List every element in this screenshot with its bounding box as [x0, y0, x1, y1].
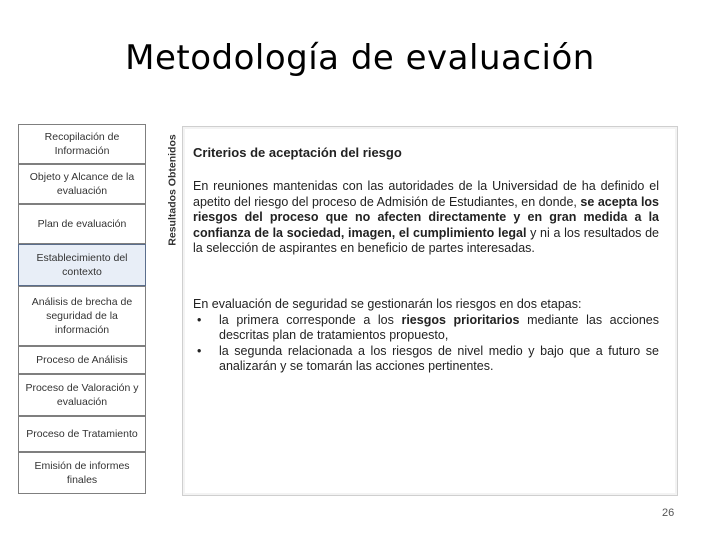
slide-title: Metodología de evaluación: [125, 38, 595, 78]
b1-text-a: la primera corresponde a los: [219, 312, 402, 327]
step-recopilacion[interactable]: Recopilación de Información: [18, 124, 146, 164]
panel-title: Criterios de aceptación del riesgo: [193, 145, 402, 160]
step-tratamiento[interactable]: Proceso de Tratamiento: [18, 416, 146, 452]
side-label: [165, 124, 181, 256]
bullet-icon: •: [197, 312, 202, 327]
p1-text-a: En reuniones mantenidas con las autoridades de la Universidad de ha definido el apetito del riesgo del proceso de Admisión de Estudiantes, en donde,: [193, 179, 659, 209]
step-valoracion[interactable]: Proceso de Valoración y evaluación: [18, 374, 146, 416]
b2-text: la segunda relacionada a los riesgos de nivel medio y bajo que a futuro se analizarán y se tomarán las acciones pertinentes.: [219, 343, 659, 373]
step-plan[interactable]: Plan de evaluación: [18, 204, 146, 244]
b1-text-bold: riesgos prioritarios: [401, 312, 520, 327]
bullet-item-1: [193, 313, 659, 344]
paragraph-apetito-riesgo: [193, 179, 659, 257]
step-analisis[interactable]: Proceso de Análisis: [18, 346, 146, 374]
page-number: 26: [662, 507, 675, 519]
step-contexto[interactable]: Establecimiento del contexto: [18, 244, 146, 286]
content-panel: [182, 126, 678, 496]
bullet-icon: •: [197, 343, 202, 358]
side-label-text: Resultados Obtenidos: [167, 134, 179, 246]
step-informes[interactable]: Emisión de informes finales: [18, 452, 146, 494]
b1-text-c: mediante las acciones descritas plan de tratamientos propuesto,: [219, 312, 659, 342]
p1-text-c: y ni a los resultados de la selección de aspirantes en beneficio de partes interesadas.: [193, 225, 659, 255]
step-analisis-brecha[interactable]: Análisis de brecha de seguridad de la información: [18, 286, 146, 346]
process-steps: [18, 124, 146, 494]
paragraph-etapas: [193, 297, 659, 375]
p2-intro: En evaluación de seguridad se gestionarán los riesgos en dos etapas:: [193, 297, 582, 311]
bullet-item-2: [193, 344, 659, 375]
step-objeto-alcance[interactable]: Objeto y Alcance de la evaluación: [18, 164, 146, 204]
p1-text-bold: se acepta los riesgos del proceso que no afecten directamente y en gran medida a la confianza de la sociedad, imagen, el cumplimiento legal: [193, 194, 659, 240]
